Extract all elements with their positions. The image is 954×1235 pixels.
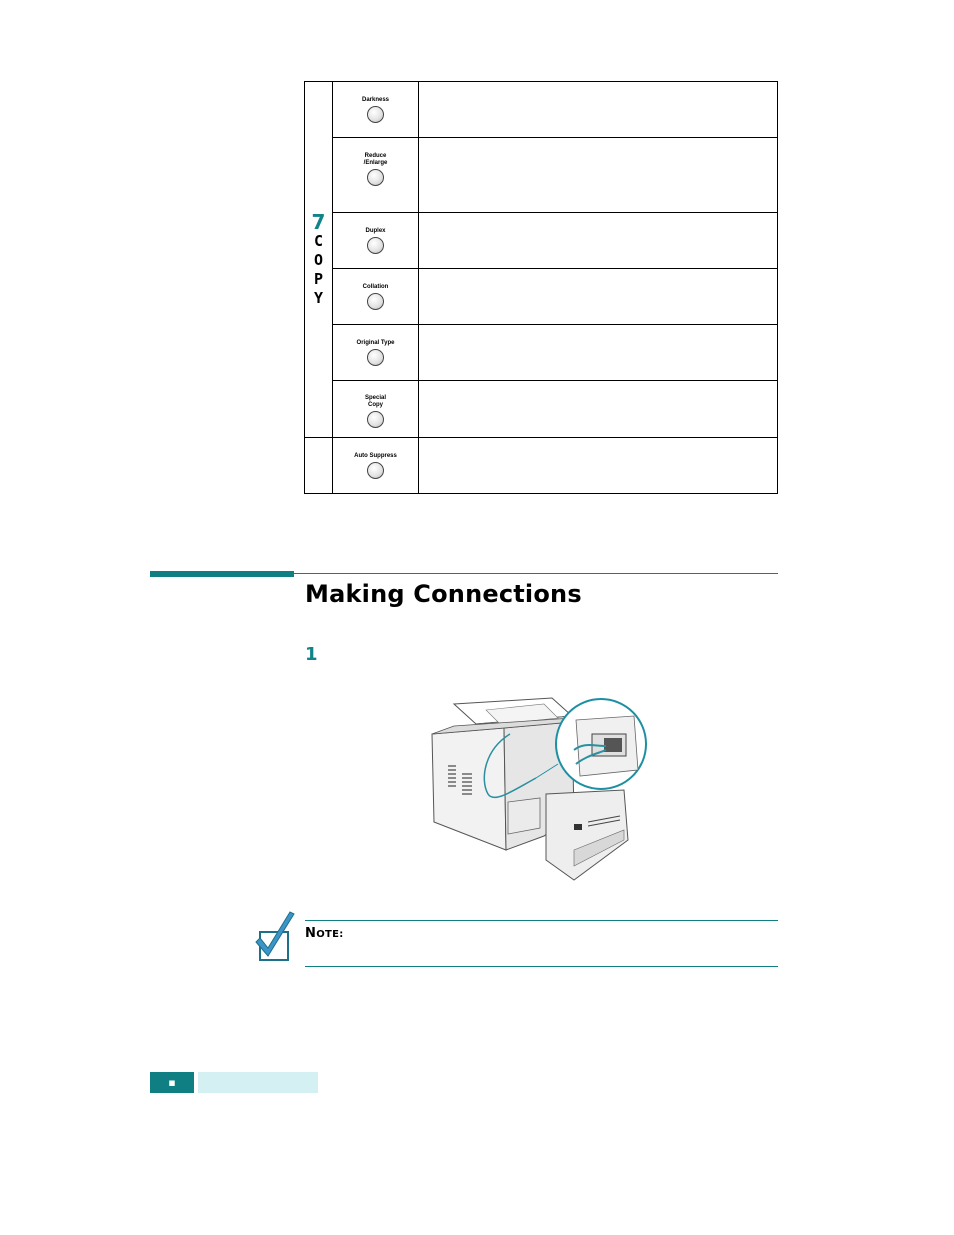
copy-buttons-table [304,81,778,494]
chapter-tab [198,1072,318,1093]
copy-section-label [305,82,333,438]
collation-button-cell [333,269,419,325]
auto-suppress-button-cell [333,438,419,494]
section-letter: Y [313,288,324,307]
special-copy-description [419,381,778,438]
original-type-button-icon [367,349,384,366]
section-letter: O [313,250,324,269]
original-type-button-cell [333,325,419,381]
special-copy-button-icon [367,411,384,428]
reduce-enlarge-button-cell [333,138,419,213]
special-copy-label: Special Copy [364,395,386,408]
page-number-box: ▪ [150,1072,194,1093]
section-letter: C [313,231,324,250]
section-number: 7 [311,209,326,234]
original-type-label: Original Type [356,340,395,346]
note-checkmark-icon [250,910,298,966]
duplex-label: Duplex [365,228,386,234]
section-letter: P [313,269,324,288]
duplex-button-icon [367,237,384,254]
section-rule-thin [294,573,778,574]
page-title: Making Connections [305,580,582,608]
machine-connection-illustration [424,690,650,896]
auto-suppress-button-icon [367,462,384,479]
collation-description [419,269,778,325]
empty-section-cell [305,438,333,494]
darkness-label: Darkness [361,97,390,103]
auto-suppress-description [419,438,778,494]
section-rule-thick [150,571,294,577]
collation-label: Collation [362,284,389,290]
reduce-enlarge-button-icon [367,169,384,186]
note-label [305,926,344,941]
step-number: 1 [305,644,318,665]
darkness-button-icon [367,106,384,123]
note-rule-bottom [305,966,778,967]
reduce-enlarge-description [419,138,778,213]
darkness-button-cell [333,82,419,138]
note-rule-top [305,920,778,921]
duplex-description [419,213,778,269]
note-label-initial: N [305,926,317,941]
original-type-description [419,325,778,381]
special-copy-button-cell [333,381,419,438]
darkness-description [419,82,778,138]
note-label-rest: OTE: [316,929,344,940]
duplex-button-cell [333,213,419,269]
auto-suppress-label: Auto Suppress [354,453,397,459]
collation-button-icon [367,293,384,310]
reduce-enlarge-label: Reduce /Enlarge [363,153,388,166]
